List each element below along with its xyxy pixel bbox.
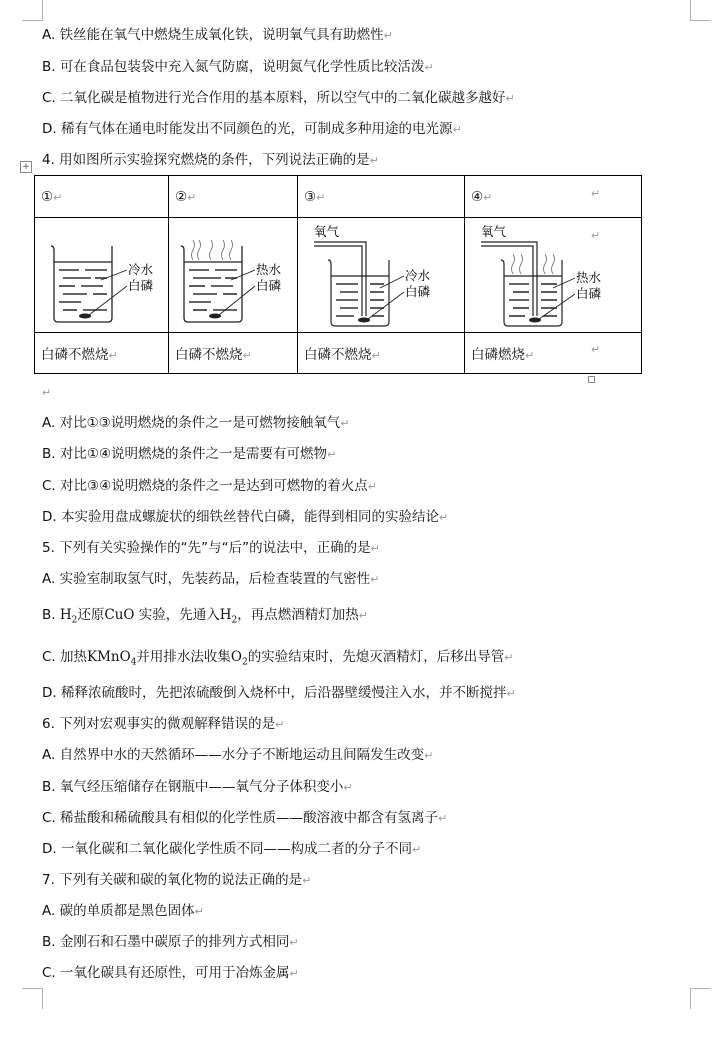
table-resize-handle[interactable] — [588, 376, 595, 383]
q5-option-d: D. 稀释浓硫酸时，先把浓硫酸倒入烧杯中，后沿器壁缓慢注入水，并不断搅拌↵ — [42, 685, 516, 701]
beaker-diagram-2 — [169, 218, 298, 333]
label-cold-water: 冷水 — [405, 268, 431, 283]
q3-option-d: D. 稀有气体在通电时能发出不同颜色的光，可制成多种用途的电光源↵ — [42, 121, 462, 137]
result-cell-1: 白磷不燃烧↵ — [35, 333, 169, 374]
table-move-handle[interactable]: + — [20, 161, 32, 173]
label-hot-water: 热水 — [256, 262, 282, 277]
corner-mark-top-right — [690, 0, 711, 21]
q6-option-a: A. 自然界中水的天然循环——水分子不断地运动且间隔发生改变↵ — [42, 747, 434, 763]
result-cell-2: 白磷不燃烧↵ — [169, 333, 298, 374]
label-white-phosphorus: 白磷 — [128, 278, 154, 293]
corner-mark-bottom-right — [690, 988, 711, 1009]
q6-option-c: C. 稀盐酸和稀硫酸具有相似的化学性质——酸溶液中都含有氢离子↵ — [42, 810, 448, 826]
row-end-mark-3: ↵ — [591, 343, 601, 356]
label-cold-water: 冷水 — [128, 262, 154, 277]
q5-option-b: B. $H_2$还原CuO 实验，先通入$H_2$，再点燃酒精灯加热↵ — [42, 607, 368, 626]
q3-option-c: C. 二氧化碳是植物进行光合作用的基本原料，所以空气中的二氧化碳越多越好↵ — [42, 90, 515, 106]
q4-option-a: A. 对比①③说明燃烧的条件之一是可燃物接触氧气↵ — [42, 415, 350, 431]
label-white-phosphorus: 白磷 — [576, 286, 602, 301]
q6-stem: 6. 下列对宏观事实的微观解释错误的是↵ — [42, 716, 285, 732]
row-end-mark-2: ↵ — [591, 229, 601, 242]
beaker-diagram-4 — [465, 218, 642, 333]
label-white-phosphorus: 白磷 — [256, 278, 282, 293]
empty-paragraph-mark: ↵ — [42, 386, 52, 399]
q7-option-a: A. 碳的单质都是黑色固体↵ — [42, 903, 204, 919]
label-oxygen: 氧气 — [314, 224, 340, 239]
header-cell-1: ①↵ — [35, 176, 169, 218]
q4-option-b: B. 对比①④说明燃烧的条件之一是需要有可燃物↵ — [42, 446, 337, 462]
q7-option-b: B. 金刚石和石墨中碳原子的排列方式相同↵ — [42, 934, 299, 950]
q7-stem: 7. 下列有关碳和碳的氧化物的说法正确的是↵ — [42, 872, 312, 888]
beaker-diagram-3 — [298, 218, 465, 333]
q4-option-c: C. 对比③④说明燃烧的条件之一是达到可燃物的着火点↵ — [42, 478, 377, 494]
q6-option-b: B. 氧气经压缩储存在钢瓶中——氧气分子体积变小↵ — [42, 779, 353, 795]
beaker-diagram-1 — [35, 218, 169, 333]
result-cell-3: 白磷不燃烧↵ — [298, 333, 465, 374]
label-white-phosphorus: 白磷 — [405, 284, 431, 299]
header-cell-4: ④↵ — [465, 176, 642, 218]
corner-mark-bottom-left — [22, 988, 43, 1009]
q5-stem: 5. 下列有关实验操作的“先”与“后”的说法中，正确的是↵ — [42, 540, 380, 556]
header-cell-2: ②↵ — [169, 176, 298, 218]
experiment-table — [34, 175, 642, 374]
q7-option-c: C. 一氧化碳具有还原性，可用于冶炼金属↵ — [42, 965, 299, 981]
q3-option-b: B. 可在食品包装袋中充入氮气防腐，说明氮气化学性质比较活泼↵ — [42, 59, 434, 75]
q5-option-a: A. 实验室制取氢气时，先装药品，后检查装置的气密性↵ — [42, 571, 380, 587]
q4-option-d: D. 本实验用盘成螺旋状的细铁丝替代白磷，能得到相同的实验结论↵ — [42, 509, 449, 525]
header-cell-3: ③↵ — [298, 176, 465, 218]
label-hot-water: 热水 — [576, 270, 602, 285]
label-oxygen: 氧气 — [481, 224, 507, 239]
corner-mark-top-left — [22, 0, 43, 21]
result-cell-4: 白磷燃烧↵ — [465, 333, 642, 374]
row-end-mark-1: ↵ — [591, 187, 601, 200]
q6-option-d: D. 一氧化碳和二氧化碳化学性质不同——构成二者的分子不同↵ — [42, 841, 422, 857]
q3-option-a: A. 铁丝能在氧气中燃烧生成氧化铁，说明氧气具有助燃性↵ — [42, 27, 393, 43]
q4-stem: 4. 用如图所示实验探究燃烧的条件，下列说法正确的是↵ — [42, 152, 379, 168]
q5-option-c: C. 加热KMnO$_4$并用排水法收集$O_2$的实验结束时，先熄灭酒精灯，后移出导管↵ — [42, 649, 514, 668]
